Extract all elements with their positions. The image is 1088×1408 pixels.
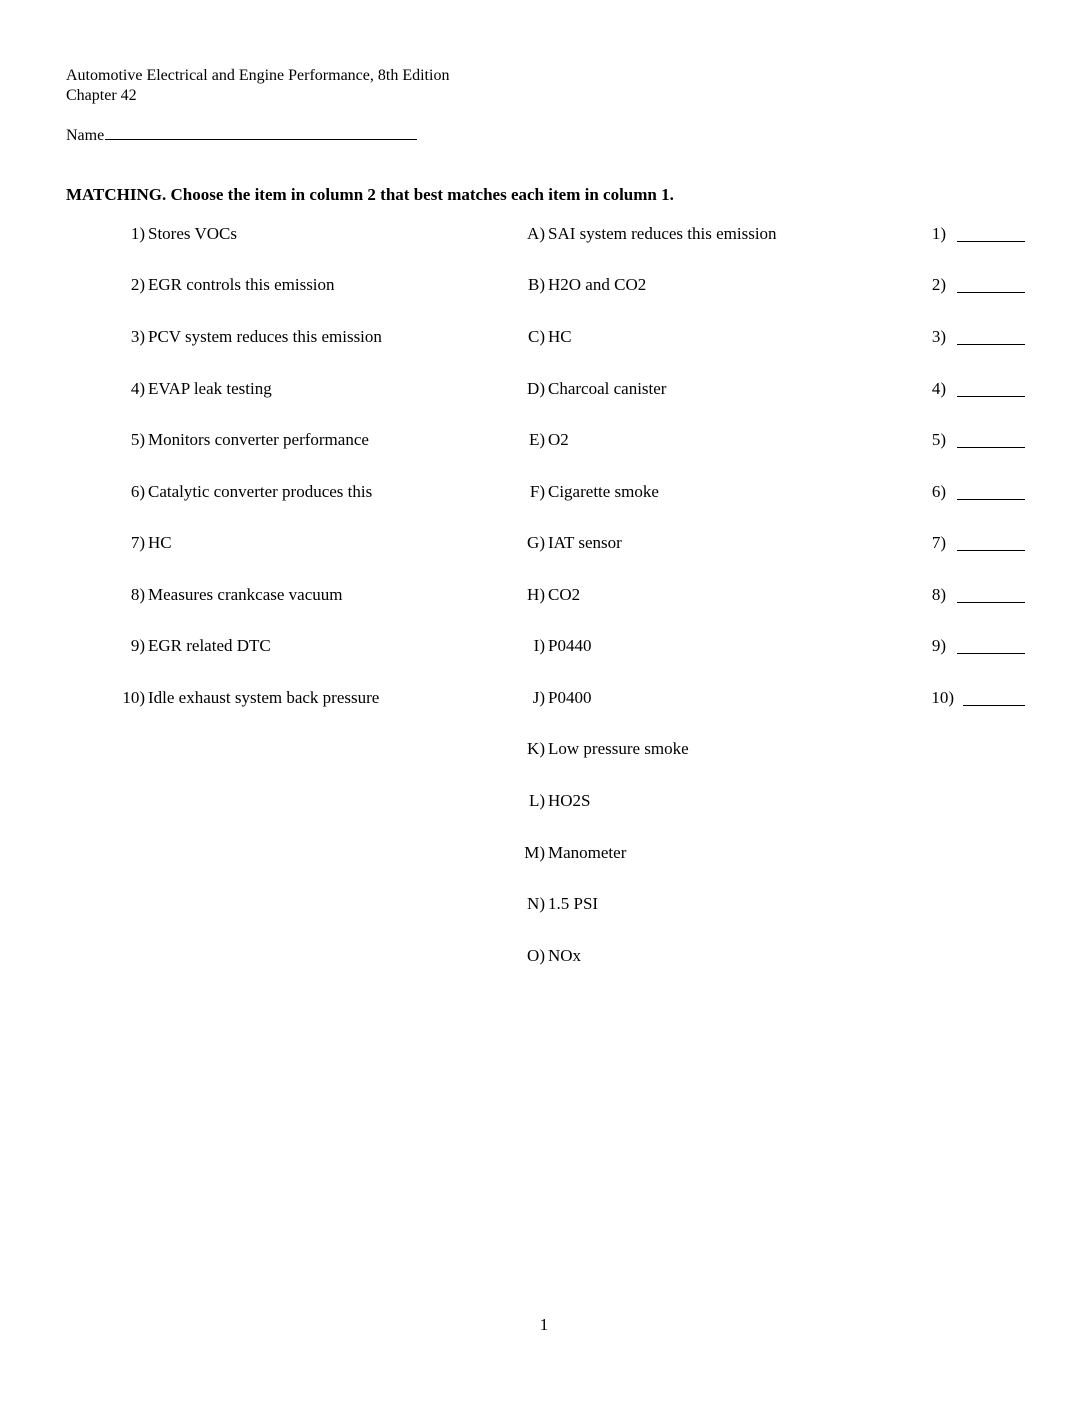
- answer-number: 4): [931, 379, 946, 398]
- option-text: IAT sensor: [548, 533, 622, 552]
- question-text: EGR controls this emission: [148, 275, 335, 294]
- option-text: H2O and CO2: [548, 275, 647, 294]
- option-letter: H): [527, 585, 545, 604]
- option-letter: L): [528, 791, 545, 810]
- option-letter: I): [533, 636, 545, 655]
- answer-blank[interactable]: [957, 499, 1025, 500]
- option-letter: G): [527, 533, 545, 552]
- option-text: SAI system reduces this emission: [548, 224, 777, 243]
- option-text: P0440: [548, 636, 592, 655]
- question-text: Monitors converter performance: [148, 430, 369, 449]
- question-text: EVAP leak testing: [148, 379, 272, 398]
- name-row: [66, 124, 417, 146]
- question-number: 3): [130, 327, 145, 346]
- option-letter: D): [527, 379, 545, 398]
- name-field-line[interactable]: [105, 124, 417, 140]
- question-number: 4): [130, 379, 145, 398]
- answer-number: 7): [931, 533, 946, 552]
- option-text: CO2: [548, 585, 581, 604]
- question-text: PCV system reduces this emission: [148, 327, 382, 346]
- option-letter: K): [527, 739, 545, 758]
- answer-blank[interactable]: [957, 241, 1025, 242]
- answer-number: 5): [931, 430, 946, 449]
- answer-blank[interactable]: [957, 396, 1025, 397]
- question-number: 7): [130, 533, 145, 552]
- option-text: Charcoal canister: [548, 379, 667, 398]
- answer-blank[interactable]: [957, 292, 1025, 293]
- name-label: Name: [66, 127, 105, 144]
- question-number: 10): [122, 688, 145, 707]
- option-letter: E): [528, 430, 545, 449]
- question-number: 8): [130, 585, 145, 604]
- question-text: Measures crankcase vacuum: [148, 585, 343, 604]
- option-letter: N): [527, 894, 545, 913]
- question-number: 9): [130, 636, 145, 655]
- matching-instructions: MATCHING. Choose the item in column 2 that best matches each item in column 1.: [66, 185, 674, 204]
- question-text: HC: [148, 533, 172, 552]
- option-text: HO2S: [548, 791, 591, 810]
- option-text: HC: [548, 327, 572, 346]
- option-text: Cigarette smoke: [548, 482, 659, 501]
- option-text: P0400: [548, 688, 592, 707]
- answer-number: 6): [931, 482, 946, 501]
- option-text: 1.5 PSI: [548, 894, 599, 913]
- answer-blank[interactable]: [957, 550, 1025, 551]
- chapter-label: Chapter 42: [66, 87, 137, 104]
- answer-number: 10): [931, 688, 954, 707]
- option-text: O2: [548, 430, 569, 449]
- option-text: NOx: [548, 946, 582, 965]
- question-text: Stores VOCs: [148, 224, 237, 243]
- answer-number: 8): [931, 585, 946, 604]
- answer-number: 2): [931, 275, 946, 294]
- option-text: Low pressure smoke: [548, 739, 689, 758]
- option-letter: J): [532, 688, 545, 707]
- option-text: Manometer: [548, 843, 627, 862]
- page-number: 1: [539, 1315, 549, 1334]
- answer-blank[interactable]: [957, 447, 1025, 448]
- question-text: EGR related DTC: [148, 636, 271, 655]
- option-letter: O): [527, 946, 545, 965]
- answer-blank[interactable]: [957, 602, 1025, 603]
- question-text: Catalytic converter produces this: [148, 482, 373, 501]
- option-letter: C): [528, 327, 545, 346]
- answer-number: 3): [931, 327, 946, 346]
- answer-blank[interactable]: [957, 344, 1025, 345]
- answer-number: 1): [931, 224, 946, 243]
- question-text: Idle exhaust system back pressure: [148, 688, 380, 707]
- question-number: 6): [130, 482, 145, 501]
- answer-blank[interactable]: [963, 705, 1025, 706]
- answer-blank[interactable]: [957, 653, 1025, 654]
- option-letter: F): [529, 482, 545, 501]
- question-number: 2): [130, 275, 145, 294]
- question-number: 1): [130, 224, 145, 243]
- question-number: 5): [130, 430, 145, 449]
- option-letter: A): [527, 224, 545, 243]
- option-letter: B): [528, 275, 545, 294]
- book-title: Automotive Electrical and Engine Performance, 8th Edition: [66, 67, 450, 84]
- option-letter: M): [524, 843, 545, 862]
- answer-number: 9): [931, 636, 946, 655]
